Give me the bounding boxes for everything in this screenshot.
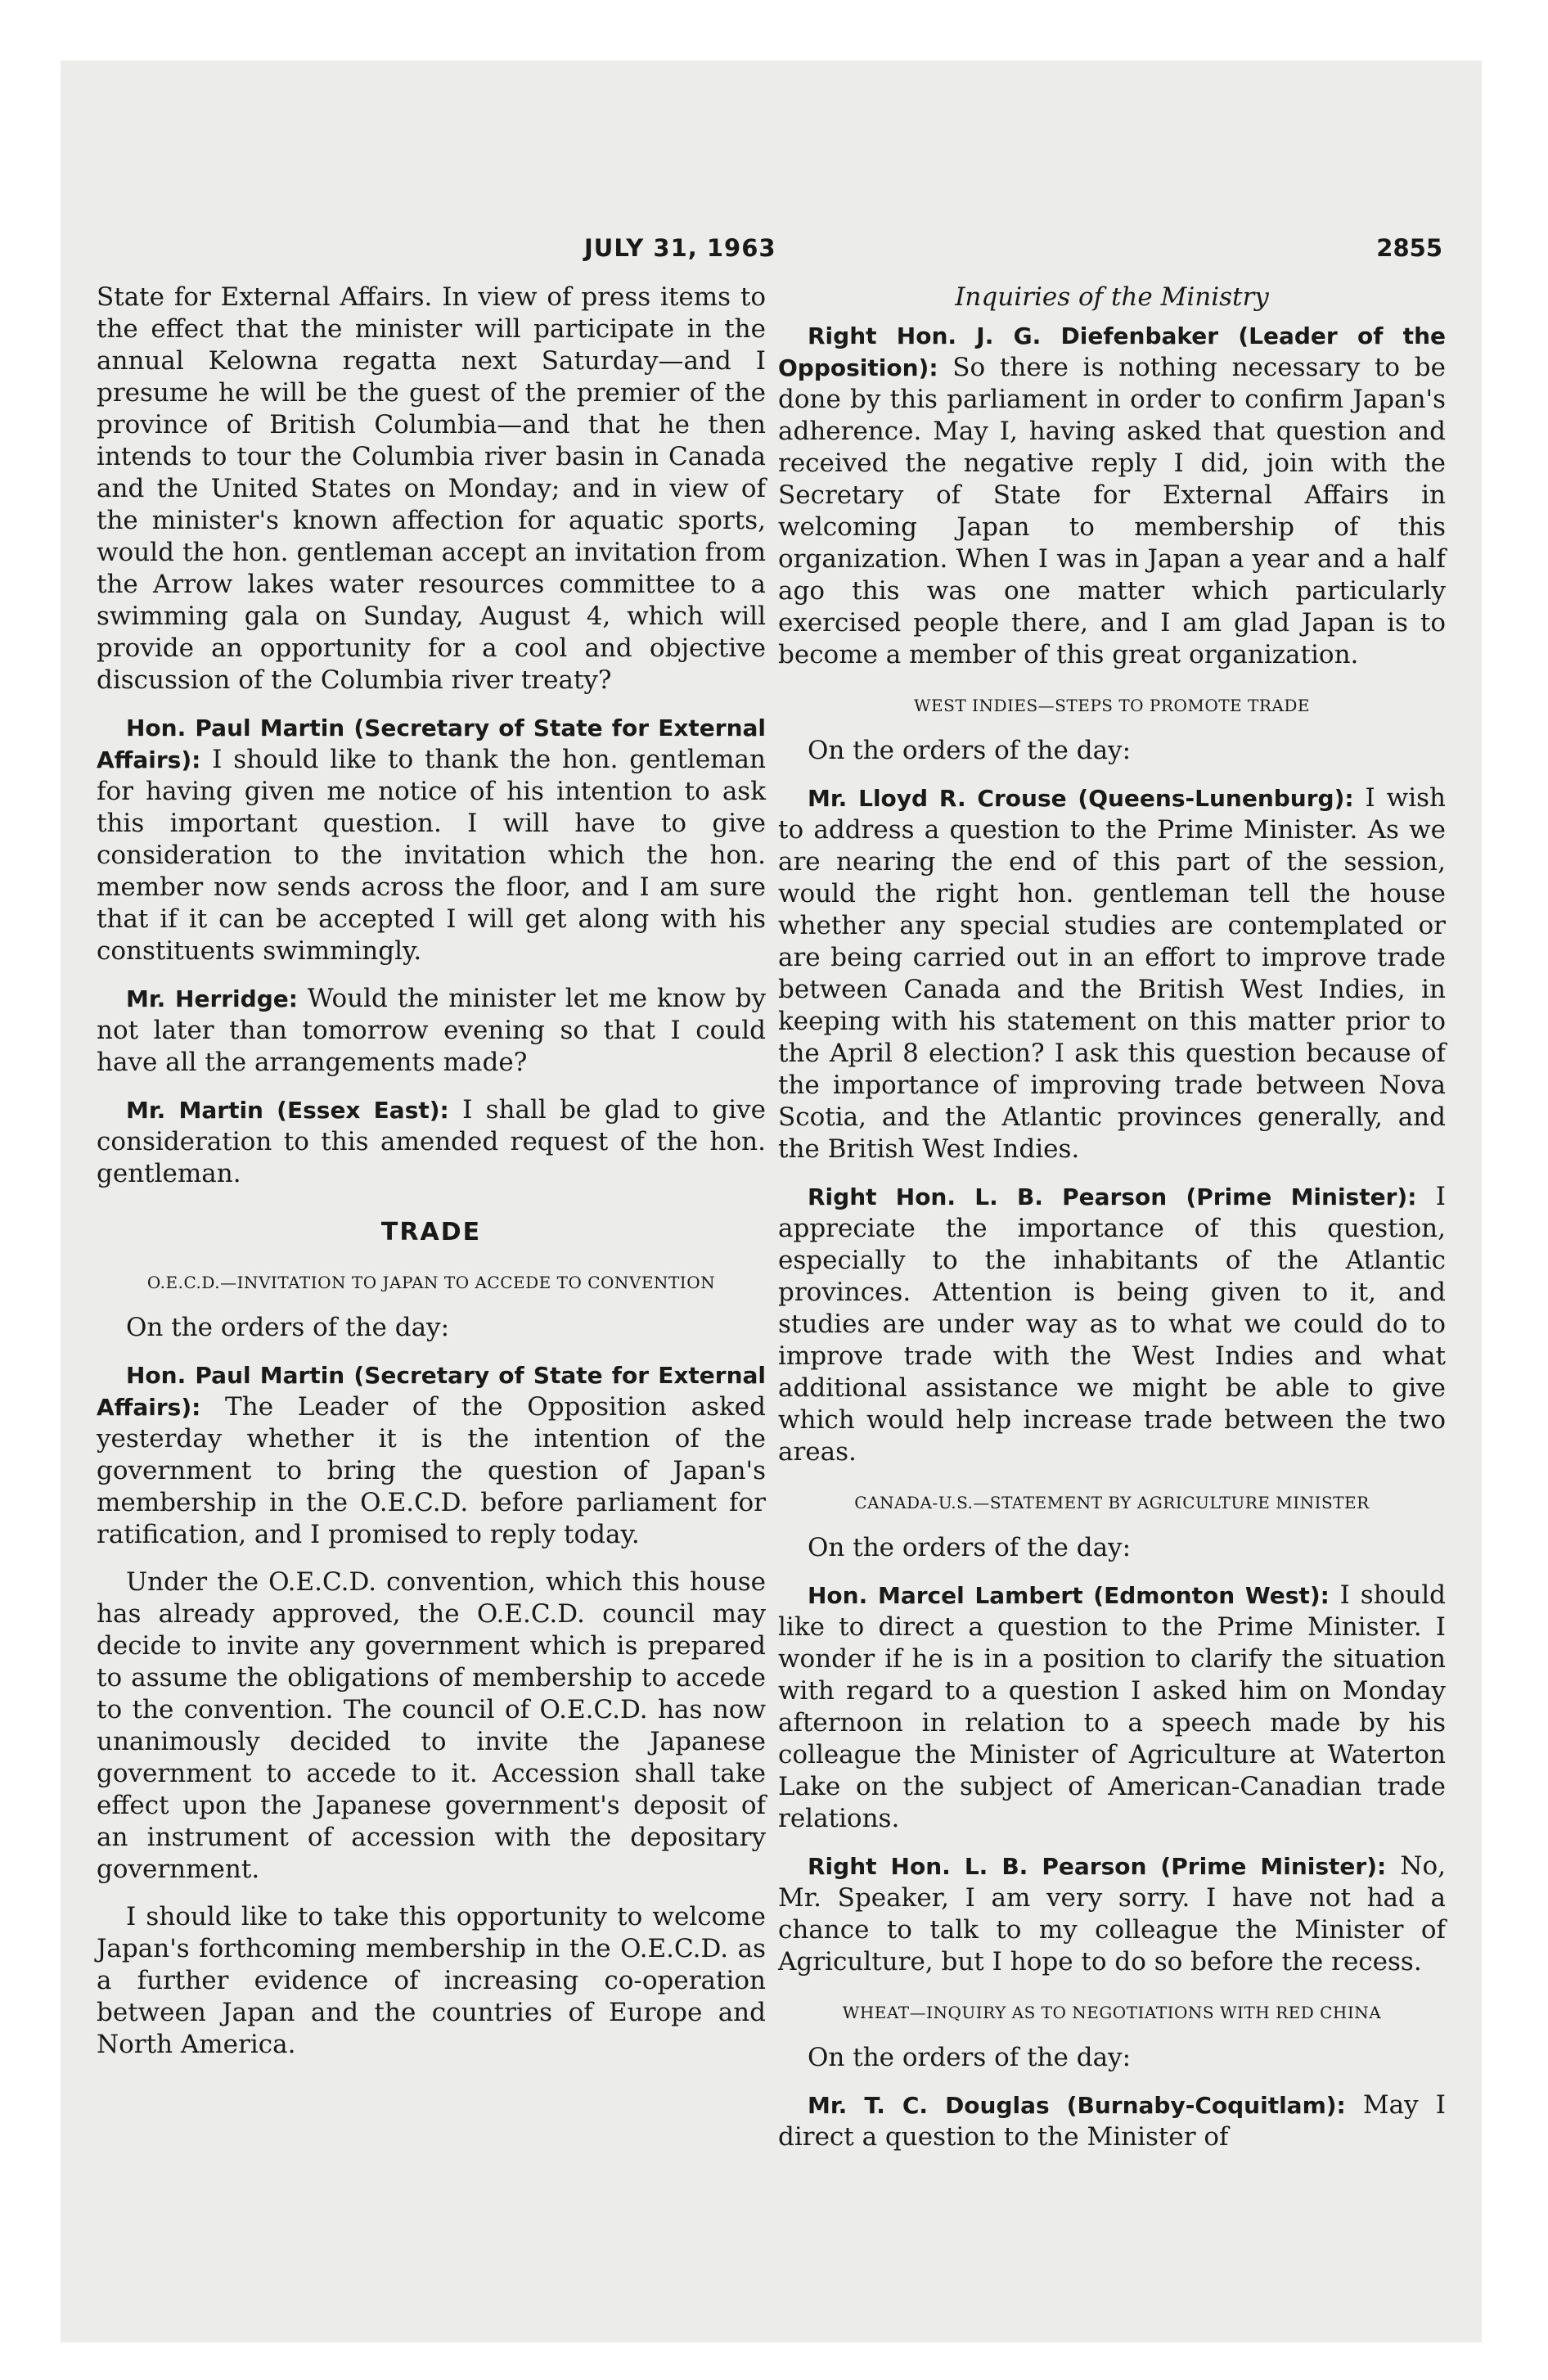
speech-text: I wish to address a question to the Prime Minister. As we are nearing the end of this part of the session, would the right hon. gentleman tell the house whether any special studies are contemplated or are being carried out in an effort to improve trade between Canada and the British West Indies, in keeping with his statement on this matter prior to the April 8 election? I ask this question because of the importance of improving trade between Nova Scotia, and the Atlantic provinces generally, and the British West Indies. bbox=[778, 783, 1446, 1164]
subsection-heading: O.E.C.D.—INVITATION TO JAPAN TO ACCEDE TO CONVENTION bbox=[146, 1273, 716, 1292]
speech-text: The Leader of the Opposition asked yesterday whether it is the intention of the government to bring the question of Japan's membership in the O.E.C.D. before parliament for ratification, and I promised to reply today. bbox=[97, 1392, 766, 1549]
paragraph bbox=[778, 1181, 1446, 1468]
paragraph bbox=[97, 1094, 766, 1190]
speaker-name: Mr. Herridge: bbox=[126, 985, 298, 1012]
speech-text: I should like to thank the hon. gentleman for having given me notice of his intention to ask this important question. I will have to give consideration to the invitation which the hon. member now sends across the floor, and I am sure that if it can be accepted I will get along with his constituents swimmingly. bbox=[97, 745, 767, 966]
paragraph: I should like to take this opportunity to welcome Japan's forthcoming membership in the O.E.C.D. as a further evidence of increasing co-operation between Japan and the countries of Europe and North America. bbox=[97, 1902, 766, 2059]
speaker-name: Mr. Martin (Essex East): bbox=[126, 1097, 449, 1124]
right-column bbox=[778, 282, 1446, 2169]
speech-text: May I direct a question to the Minister of bbox=[778, 2090, 1447, 2152]
speaker-name: Mr. Lloyd R. Crouse (Queens-Lunenburg): bbox=[808, 785, 1354, 812]
section-title: TRADE bbox=[380, 1218, 482, 1246]
speech-text: I shall be glad to give consideration to this amended request of the hon. gentleman. bbox=[97, 1095, 766, 1188]
speaker-name: Right Hon. J. G. Diefenbaker (Leader of the Opposition): bbox=[778, 322, 1446, 381]
speaker-name: Right Hon. L. B. Pearson (Prime Minister): bbox=[808, 1853, 1387, 1880]
speaker-name: Hon. Marcel Lambert (Edmonton West): bbox=[808, 1582, 1330, 1609]
speech-text: Would the minister let me know by not later than tomorrow evening so that I could have all the arrangements made? bbox=[97, 984, 766, 1077]
paragraph bbox=[778, 1850, 1446, 1978]
paragraph bbox=[778, 320, 1446, 671]
page-scan bbox=[61, 61, 1482, 2342]
running-section-title: Inquiries of the Ministry bbox=[955, 282, 1269, 312]
speech-text: So there is nothing necessary to be done by this parliament in order to confirm Japan's adherence. May I, having asked that question and received the negative reply I did, join with the Secretary of State for External Affairs in welcoming Japan to membership of this organization. When I was in Japan a year and a half ago this was one matter which particularly exercised people there, and I am glad Japan is to become a member of this great organization. bbox=[778, 353, 1446, 669]
subsection-heading: CANADA-U.S.—STATEMENT BY AGRICULTURE MINISTER bbox=[854, 1493, 1370, 1512]
speech-text: I should like to direct a question to the Prime Minister. I wonder if he is in a position to clarify the situation with regard to a question I asked him on Monday afternoon in relation to a speech made by his colleague the Minister of Agriculture at Waterton Lake on the subject of American-Canadian trade relations. bbox=[778, 1580, 1446, 1833]
speaker-name: Mr. T. C. Douglas (Burnaby-Coquitlam): bbox=[808, 2092, 1346, 2119]
left-column bbox=[97, 282, 766, 2076]
subsection-heading: WHEAT—INQUIRY AS TO NEGOTIATIONS WITH RED CHINA bbox=[842, 2003, 1382, 2022]
page-date: JULY 31, 1963 bbox=[584, 234, 776, 262]
paragraph: Under the O.E.C.D. convention, which this house has already approved, the O.E.C.D. council may decide to invite any government which is prepared to assume the obligations of membership to accede to the convention. The council of O.E.C.D. has now unanimously decided to invite the Japanese government to accede to it. Accession shall take effect upon the Japanese government's deposit of an instrument of accession with the depositary government. bbox=[97, 1567, 766, 1884]
orders-of-the-day: On the orders of the day: bbox=[808, 1533, 1132, 1562]
paragraph bbox=[97, 1359, 766, 1551]
paragraph bbox=[778, 782, 1446, 1165]
subsection-heading: WEST INDIES—STEPS TO PROMOTE TRADE bbox=[913, 696, 1310, 715]
paragraph bbox=[778, 1580, 1446, 1835]
paragraph bbox=[778, 2089, 1446, 2153]
orders-of-the-day: On the orders of the day: bbox=[808, 736, 1132, 765]
orders-of-the-day: On the orders of the day: bbox=[126, 1313, 450, 1342]
orders-of-the-day: On the orders of the day: bbox=[808, 2043, 1132, 2072]
paragraph bbox=[97, 983, 766, 1079]
running-head bbox=[61, 234, 1482, 275]
speech-text: No, Mr. Speaker, I am very sorry. I have not had a chance to talk to my colleague the Minister of Agriculture, but I hope to do so before the recess. bbox=[778, 1851, 1446, 1977]
speaker-name: Hon. Paul Martin (Secretary of State for External Affairs): bbox=[97, 714, 766, 773]
speaker-name: Right Hon. L. B. Pearson (Prime Minister): bbox=[808, 1183, 1417, 1210]
paragraph bbox=[97, 712, 766, 967]
speech-text: I appreciate the importance of this question, especially to the inhabitants of the Atlantic provinces. Attention is being given to it, and studies are under way as to what we could do to improve trade with the West Indies and what additional assistance we might be able to give which would help increase trade between the two areas. bbox=[778, 1182, 1446, 1467]
speaker-name: Hon. Paul Martin (Secretary of State for External Affairs): bbox=[97, 1362, 766, 1421]
page-number: 2855 bbox=[1376, 234, 1442, 262]
paragraph: State for External Affairs. In view of press items to the effect that the minister will participate in the annual Kelowna regatta next Saturday—and I presume he will be the guest of the premier of the province of British Columbia—and that he then intends to tour the Columbia river basin in Canada and the United States on Monday; and in view of the minister's known affection for aquatic sports, would the hon. gentleman accept an invitation from the Arrow lakes water resources committee to a swimming gala on Sunday, August 4, which will provide an opportunity for a cool and objective discussion of the Columbia river treaty? bbox=[97, 282, 766, 695]
